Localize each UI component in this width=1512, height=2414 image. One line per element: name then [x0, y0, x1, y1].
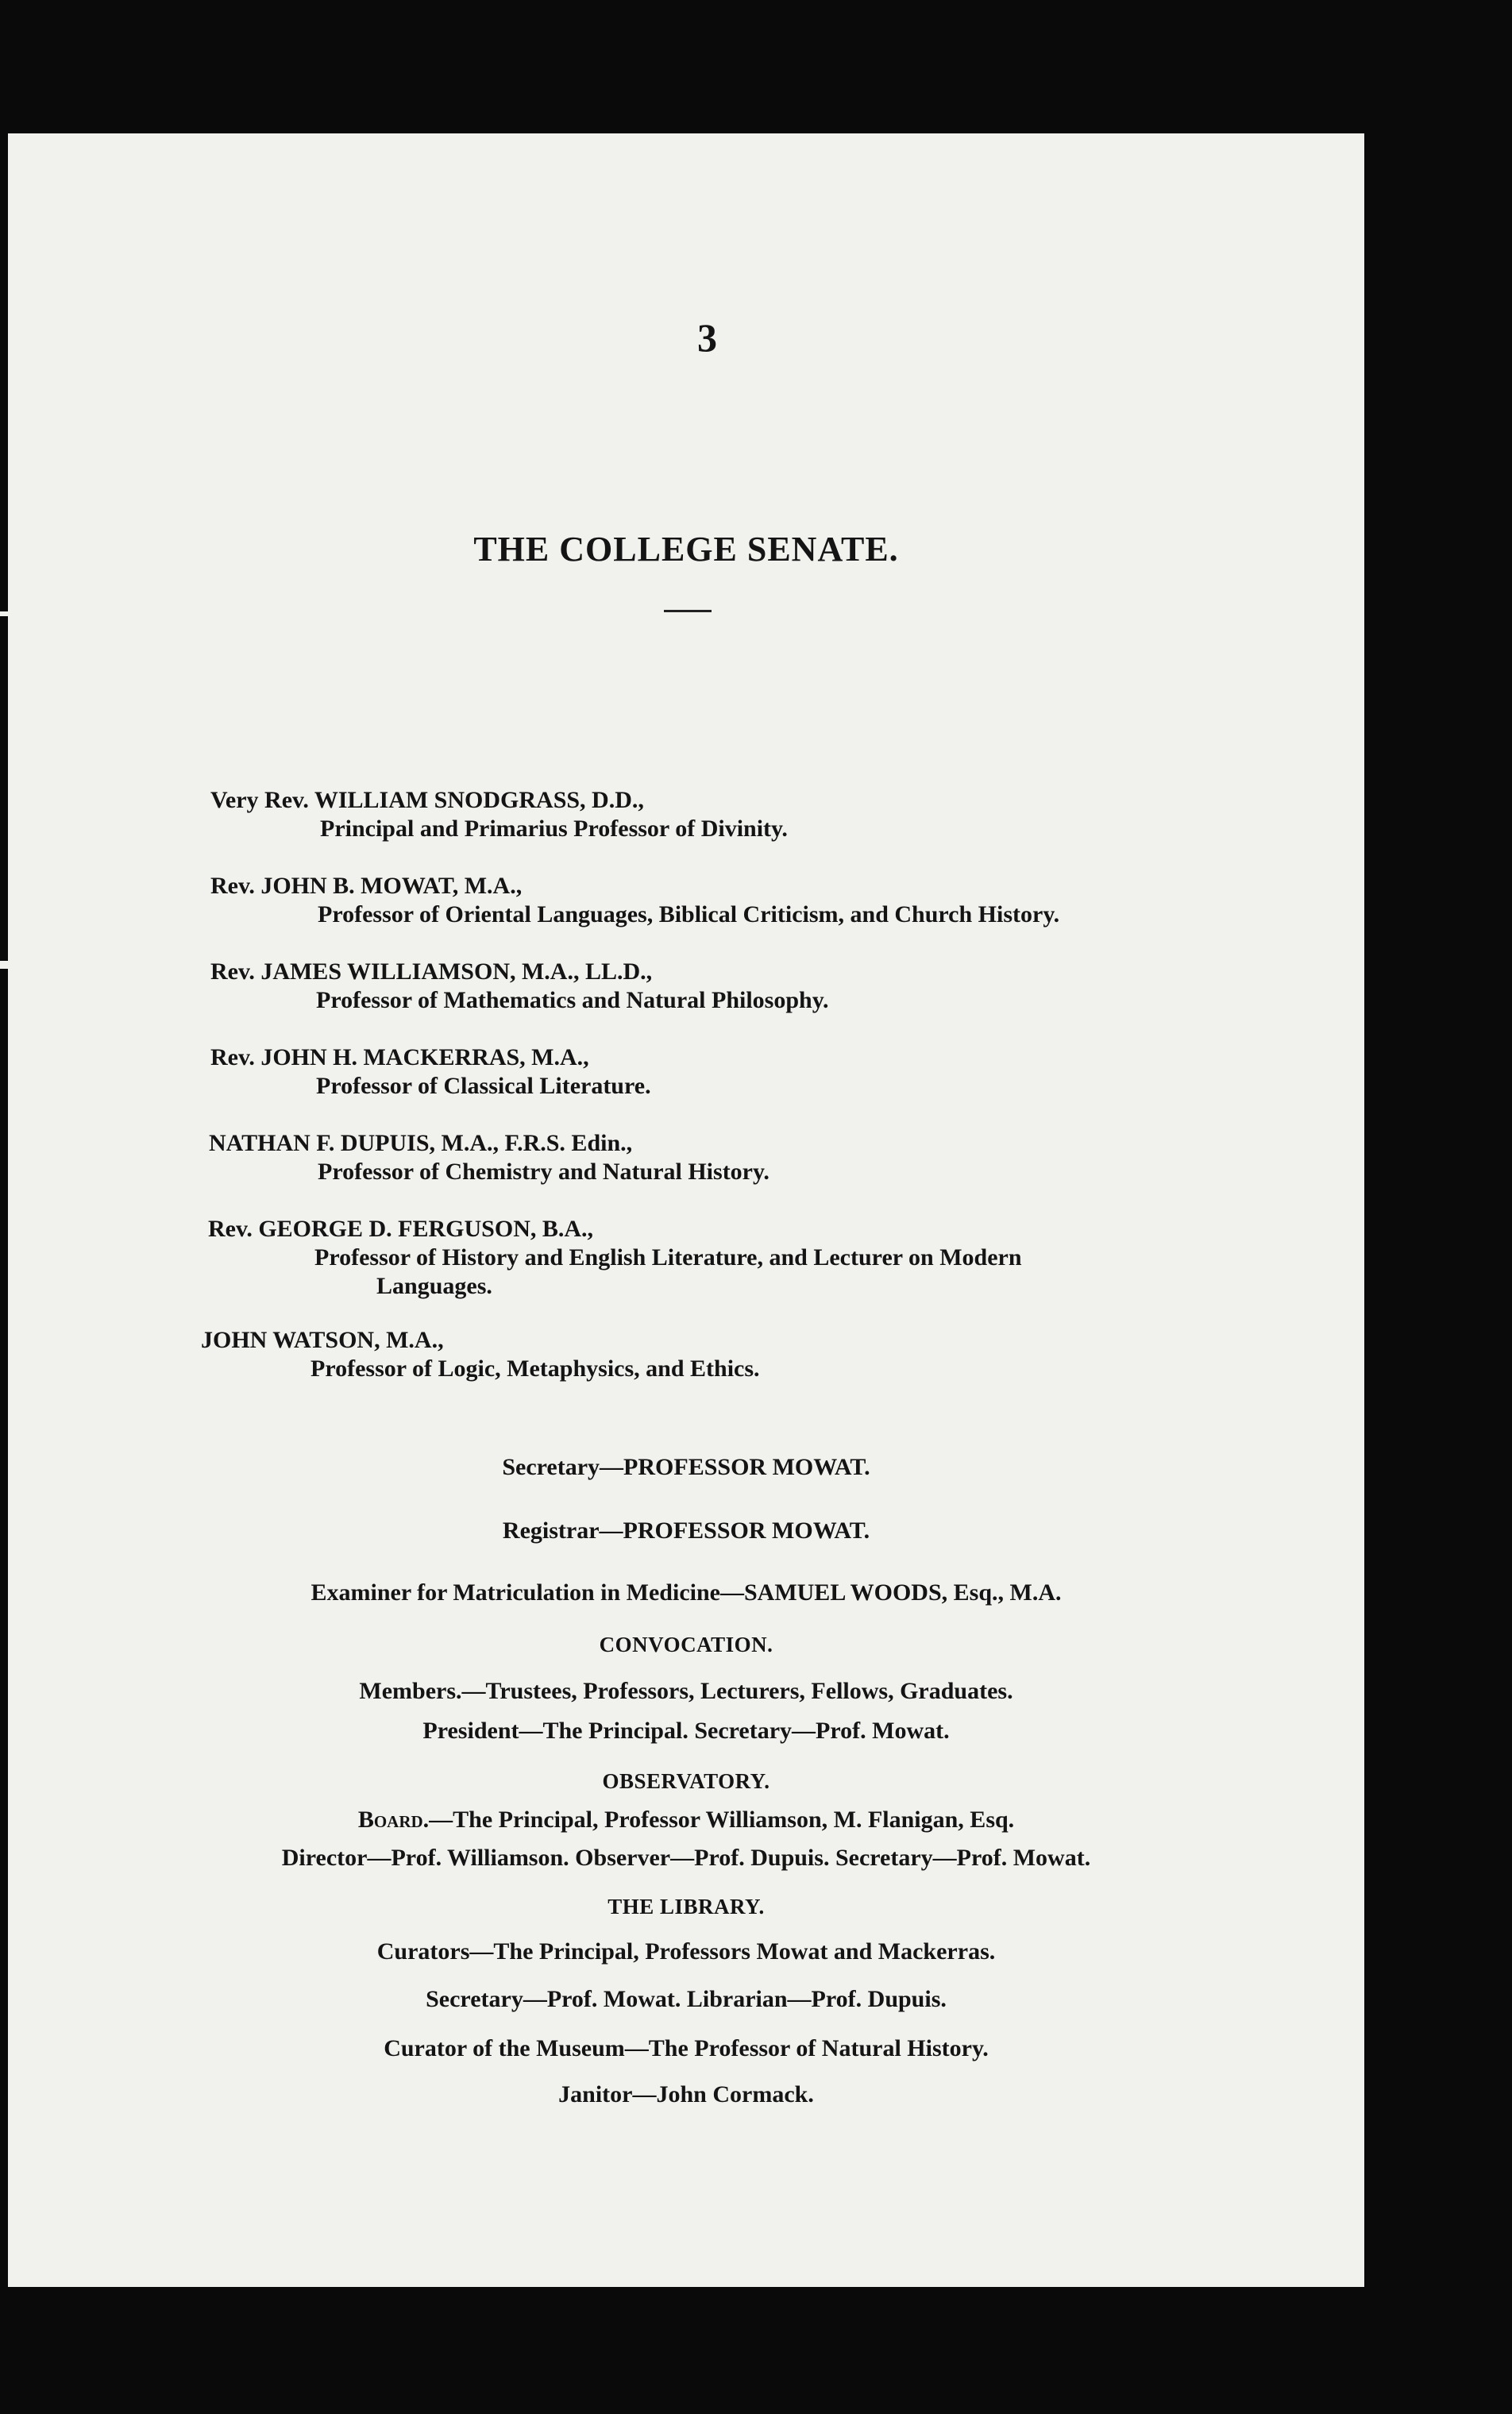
- faculty-role-continued: Languages.: [376, 1273, 492, 1299]
- convocation-officers: President—The Principal. Secretary—Prof. Mowat.: [422, 1718, 950, 1744]
- secretary-line: Secretary—PROFESSOR MOWAT.: [502, 1454, 870, 1480]
- observatory-heading: OBSERVATORY.: [602, 1769, 770, 1793]
- faculty-role: Professor of Logic, Metaphysics, and Ethics.: [310, 1355, 760, 1382]
- faculty-name: Rev. JOHN B. MOWAT, M.A.,: [210, 873, 523, 899]
- library-staff: Secretary—Prof. Mowat. Librarian—Prof. Dupuis.: [426, 1986, 947, 2012]
- observatory-board: [8, 1806, 1364, 1834]
- faculty-role: Principal and Primarius Professor of Divinity.: [320, 816, 788, 842]
- faculty-entry: [210, 958, 829, 1015]
- faculty-entry: [208, 1215, 1022, 1301]
- convocation-members: Members.—Trustees, Professors, Lecturers, Fellows, Graduates.: [359, 1678, 1013, 1704]
- faculty-role: Professor of Mathematics and Natural Philosophy.: [316, 987, 829, 1013]
- margin-mark: [0, 611, 17, 616]
- faculty-entry: [210, 872, 1059, 929]
- registrar-line: Registrar—PROFESSOR MOWAT.: [502, 1517, 870, 1544]
- faculty-entry: [210, 1043, 651, 1101]
- faculty-name: NATHAN F. DUPUIS, M.A., F.R.S. Edin.,: [209, 1130, 633, 1156]
- board-label: Board.: [357, 1807, 430, 1833]
- library-heading: THE LIBRARY.: [608, 1895, 765, 1918]
- faculty-entry: [209, 1129, 770, 1186]
- title-divider: [664, 610, 712, 612]
- faculty-role: Professor of Chemistry and Natural History.: [318, 1159, 770, 1185]
- board-members: —The Principal, Professor Williamson, M. Flanigan, Esq.: [429, 1807, 1015, 1833]
- faculty-name: Rev. GEORGE D. FERGUSON, B.A.,: [208, 1216, 594, 1242]
- faculty-role: Professor of History and English Literature, and Lecturer on Modern: [314, 1244, 1022, 1271]
- faculty-role: Professor of Classical Literature.: [316, 1073, 651, 1099]
- janitor-line: Janitor—John Cormack.: [558, 2081, 814, 2107]
- faculty-name: Very Rev. WILLIAM SNODGRASS, D.D.,: [210, 787, 644, 813]
- observatory-staff: Director—Prof. Williamson. Observer—Prof. Dupuis. Secretary—Prof. Mowat.: [281, 1845, 1091, 1871]
- convocation-heading: CONVOCATION.: [599, 1633, 773, 1656]
- faculty-entry: [201, 1326, 760, 1383]
- faculty-entry: [210, 786, 788, 843]
- examiner-line: Examiner for Matriculation in Medicine—SAMUEL WOODS, Esq., M.A.: [310, 1579, 1062, 1606]
- faculty-role: Professor of Oriental Languages, Biblical Criticism, and Church History.: [318, 901, 1060, 927]
- faculty-name: Rev. JOHN H. MACKERRAS, M.A.,: [210, 1044, 589, 1070]
- document-page: [8, 133, 1364, 2287]
- faculty-name: Rev. JAMES WILLIAMSON, M.A., LL.D.,: [210, 958, 653, 985]
- page-number: 3: [697, 315, 717, 360]
- library-curators: Curators—The Principal, Professors Mowat and Mackerras.: [376, 1938, 996, 1965]
- faculty-name: JOHN WATSON, M.A.,: [201, 1327, 444, 1353]
- page-title: THE COLLEGE SENATE.: [473, 530, 899, 569]
- margin-mark: [0, 961, 11, 969]
- museum-curator: Curator of the Museum—The Professor of Natural History.: [384, 2035, 989, 2061]
